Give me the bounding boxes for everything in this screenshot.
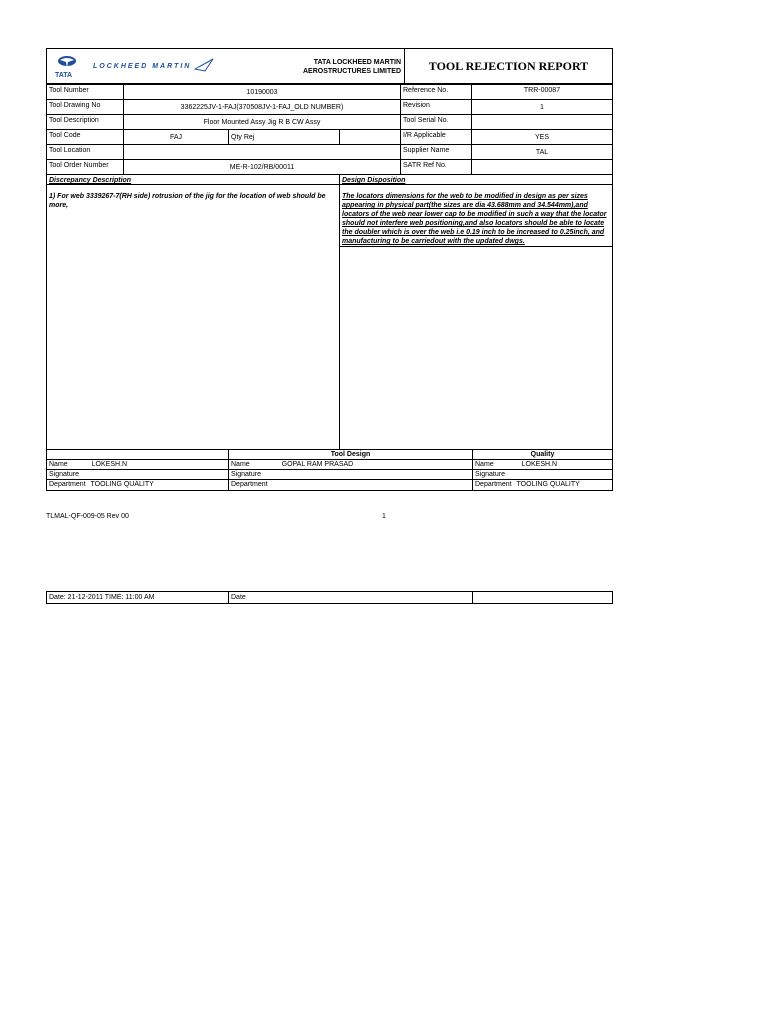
mid-signature-label: Signature (228, 469, 473, 480)
ir-applicable-label: I/R Applicable (400, 129, 472, 145)
right-signature-label: Signature (472, 469, 613, 480)
disposition-box (339, 174, 613, 450)
right-department-value: TOOLING QUALITY (516, 481, 580, 488)
quality-heading: Quality (472, 449, 613, 460)
ir-applicable-value: YES (471, 129, 613, 145)
satr-value (471, 159, 613, 175)
discrepancy-inner-line (46, 184, 340, 185)
date-left-cell: Date: 21-12-2011 TIME: 11:00 AM (46, 591, 229, 604)
tool-code-label: Tool Code (46, 129, 124, 145)
left-name-label: Name (49, 461, 68, 468)
tool-drawing-value: 3362225JV-1-FAJ(370508JV-1-FAJ_OLD NUMBER) (123, 99, 401, 115)
discrepancy-text: 1) For web 3339267-7(RH side) rotrusion of the jig for the location of web should be more, (49, 193, 326, 209)
tool-number-value: 10190003 (123, 84, 401, 100)
logo-cell (46, 48, 405, 84)
tool-order-label: Tool Order Number (46, 159, 124, 175)
qty-rej-label: Qty Rej (228, 129, 340, 145)
tool-order-value: ME-R-102/RB/00011 (123, 159, 401, 175)
tool-number-label: Tool Number (46, 84, 124, 100)
left-signature-label: Signature (46, 469, 229, 480)
form-code: TLMAL-QF-009-05 Rev 00 (46, 513, 129, 520)
tool-description-value: Floor Mounted Assy Jig R B CW Assy (123, 114, 401, 130)
right-department-label: Department (475, 481, 512, 488)
lockheed-star-icon (193, 57, 215, 76)
date-mid-cell: Date (228, 591, 473, 604)
mid-name-value: GOPAL RAM PRASAD (281, 461, 354, 468)
tata-logo-text: TATA (55, 72, 73, 79)
company-name: TATA LOCKHEED MARTIN AEROSTRUCTURES LIMITED (303, 59, 401, 75)
qty-rej-value (339, 129, 401, 145)
tool-location-label: Tool Location (46, 144, 124, 160)
tool-drawing-label: Tool Drawing No (46, 99, 124, 115)
right-name-label: Name (475, 461, 494, 468)
reference-value: TRR-00087 (471, 84, 613, 100)
satr-label: SATR Ref No. (400, 159, 472, 175)
right-name-value: LOKESH.N (521, 461, 558, 468)
left-department-label: Department (49, 481, 86, 488)
serial-value (471, 114, 613, 130)
tool-location-value (123, 144, 401, 160)
report-title-cell (404, 48, 613, 84)
left-name-value: LOKESH.N (91, 461, 128, 468)
discrepancy-box (46, 174, 340, 450)
disposition-lower-line (339, 246, 613, 247)
tool-design-heading: Tool Design (228, 449, 473, 460)
report-title: TOOL REJECTION REPORT (428, 58, 589, 73)
mid-department-label: Department (228, 479, 473, 491)
supplier-label: Supplier Name (400, 144, 472, 160)
discrepancy-heading: Discrepancy Description (49, 177, 132, 184)
mid-name-label: Name (231, 461, 250, 468)
disposition-heading: Design Disposition (342, 177, 406, 184)
tool-code-value: FAJ (123, 129, 229, 145)
revision-value: 1 (471, 99, 613, 115)
right-department-row (472, 479, 613, 491)
reference-label: Reference No. (400, 84, 472, 100)
date-right-cell (472, 591, 613, 604)
supplier-value: TAL (471, 144, 613, 160)
serial-label: Tool Serial No. (400, 114, 472, 130)
revision-label: Revision (400, 99, 472, 115)
page-number: 1 (382, 513, 386, 520)
left-department-value: TOOLING QUALITY (90, 481, 154, 488)
lockheed-logo-text: LOCKHEED MARTIN (93, 62, 192, 70)
disposition-inner-line (339, 184, 613, 185)
left-department-row (46, 479, 229, 491)
tool-description-label: Tool Description (46, 114, 124, 130)
disposition-text: The locators dimensions for the web to be modified in design as per sizes appearing in physical part(the sizes are dia 43.688mm and 34.544mm),and locators of the web near lower cap to be modified in such a way that the locator should not interfere web positioning,and also locators should be able to locate the doubler which is over the web i.e 0.19 inch to be increased to 0.25inch, and manufacturing to be carriedout with the updated dwgs. (342, 193, 607, 245)
